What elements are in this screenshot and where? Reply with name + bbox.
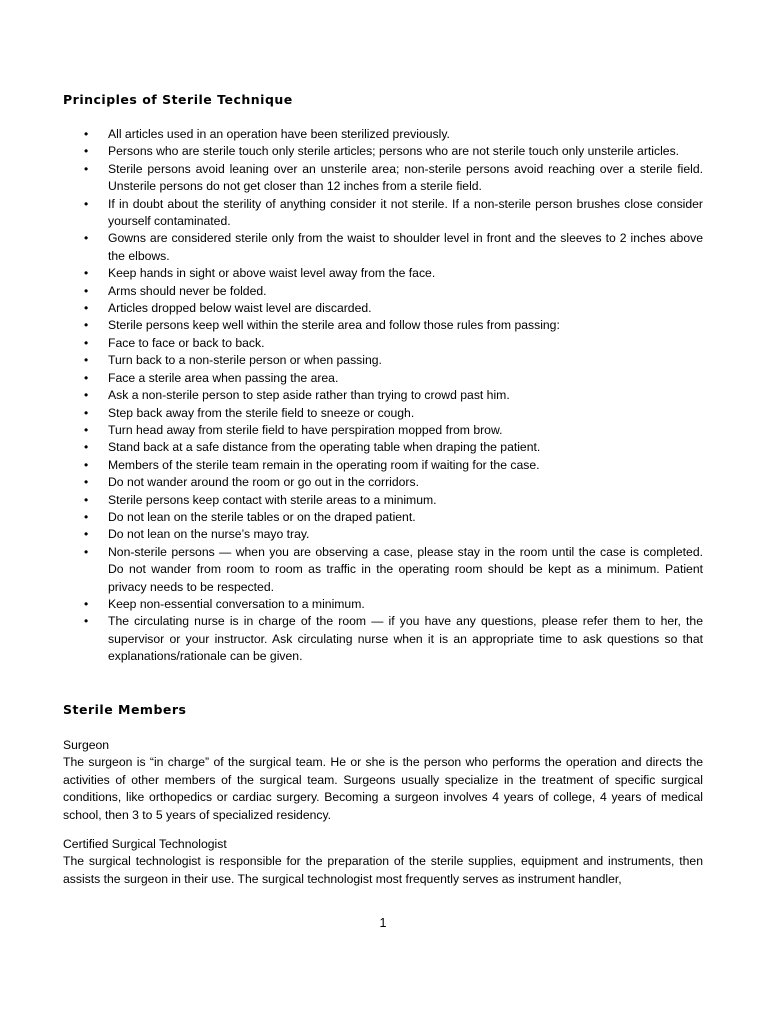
list-item xyxy=(63,596,703,613)
list-item xyxy=(63,405,703,422)
list-item xyxy=(63,161,703,196)
list-item-text: Do not lean on the nurse’s mayo tray. xyxy=(108,527,310,542)
bullet-icon: • xyxy=(84,144,89,159)
bullet-icon: • xyxy=(84,283,89,298)
bullet-icon: • xyxy=(84,196,89,211)
list-item xyxy=(63,196,703,231)
bullet-icon: • xyxy=(84,388,89,403)
surgical-technologist-section xyxy=(63,836,703,888)
principles-heading: Principles of Sterile Technique xyxy=(63,92,293,107)
list-item-text: Stand back at a safe distance from the operating table when draping the patient. xyxy=(108,440,541,455)
list-item-text: Gowns are considered sterile only from the waist to shoulder level in front and the sleeves to 2 inches above the elbows. xyxy=(108,231,703,263)
list-item-text: If in doubt about the sterility of anything consider it not sterile. If a non-sterile person brushes close consider yourself contaminated. xyxy=(108,196,703,229)
list-item xyxy=(63,335,703,352)
list-item xyxy=(63,492,703,509)
bullet-icon: • xyxy=(84,127,89,141)
list-item-text: Step back away from the sterile field to sneeze or cough. xyxy=(108,405,415,420)
list-item-text: Arms should never be folded. xyxy=(108,283,267,298)
bullet-icon: • xyxy=(84,596,89,611)
bullet-icon: • xyxy=(84,457,89,472)
list-item-text: Do not wander around the room or go out in the corridors. xyxy=(108,475,419,490)
list-item-text: All articles used in an operation have been sterilized previously. xyxy=(108,127,450,141)
list-item xyxy=(63,283,703,300)
page-number: 1 xyxy=(379,916,387,930)
bullet-icon: • xyxy=(84,266,89,281)
bullet-icon: • xyxy=(84,614,89,629)
list-item-text: Sterile persons keep contact with sterile areas to a minimum. xyxy=(108,492,437,507)
bullet-icon: • xyxy=(84,318,89,333)
list-item xyxy=(63,422,703,439)
bullet-icon: • xyxy=(84,370,89,385)
surgical-technologist-title: Certified Surgical Technologist xyxy=(63,837,227,851)
list-item xyxy=(63,300,703,317)
list-item-text: Keep non-essential conversation to a minimum. xyxy=(108,596,365,611)
list-item-text: Turn head away from sterile field to have perspiration mopped from brow. xyxy=(108,422,503,437)
list-item-text: Non-sterile persons — when you are observing a case, please stay in the room until the case is completed. Do not wander from room to room as traffic in the operating room should be kept as a minimum. Patient privacy needs to be respected. xyxy=(108,544,703,594)
bullet-icon: • xyxy=(84,492,89,507)
list-item-text: Sterile persons avoid leaning over an unsterile area; non-sterile persons avoid reaching over a sterile field. Unsterile persons do not get closer than 12 inches from a sterile field. xyxy=(108,161,703,194)
list-item xyxy=(63,474,703,491)
list-item xyxy=(63,526,703,543)
list-item-text: Turn back to a non-sterile person or when passing. xyxy=(108,353,382,368)
surgeon-section xyxy=(63,737,703,824)
list-item-text: Members of the sterile team remain in the operating room if waiting for the case. xyxy=(108,457,540,472)
document-page xyxy=(63,0,703,1024)
list-item-text: Articles dropped below waist level are discarded. xyxy=(108,301,372,316)
list-item xyxy=(63,143,703,160)
list-item-text: Ask a non-sterile person to step aside rather than trying to crowd past him. xyxy=(108,388,510,403)
list-item xyxy=(63,265,703,282)
list-item xyxy=(63,126,703,143)
bullet-icon: • xyxy=(84,422,89,437)
surgeon-description: The surgeon is “in charge” of the surgical team. He or she is the person who performs the operation and directs the activities of other members of the surgical team. Surgeons usually specialize in the treatment of specific surgical conditions, like orthopedics or cardiac surgery. Becoming a surgeon involves 4 years of college, 4 years of medical school, then 3 to 5 years of specialized residency. xyxy=(63,755,703,822)
list-item-text: The circulating nurse is in charge of the room — if you have any questions, please refer them to her, the supervisor or your instructor. Ask circulating nurse when it is an appropriate time to ask questions so that explanations/rationale can be given. xyxy=(108,614,703,664)
bullet-icon: • xyxy=(84,440,89,455)
bullet-icon: • xyxy=(84,301,89,316)
list-item xyxy=(63,352,703,369)
list-item xyxy=(63,613,703,665)
list-item xyxy=(63,439,703,456)
surgeon-title: Surgeon xyxy=(63,738,110,752)
list-item xyxy=(63,230,703,265)
list-item-text: Face a sterile area when passing the area. xyxy=(108,370,339,385)
list-item-text: Sterile persons keep well within the sterile area and follow those rules from passing: xyxy=(108,318,560,333)
list-item xyxy=(63,317,703,334)
list-item xyxy=(63,509,703,526)
list-item-text: Face to face or back to back. xyxy=(108,335,265,350)
principles-list xyxy=(63,126,703,666)
bullet-icon: • xyxy=(84,335,89,350)
bullet-icon: • xyxy=(84,544,89,559)
list-item xyxy=(63,457,703,474)
list-item-text: Persons who are sterile touch only sterile articles; persons who are not sterile touch only unsterile articles. xyxy=(108,144,680,159)
list-item-text: Do not lean on the sterile tables or on the draped patient. xyxy=(108,509,416,524)
list-item xyxy=(63,370,703,387)
list-item xyxy=(63,387,703,404)
bullet-icon: • xyxy=(84,231,89,246)
bullet-icon: • xyxy=(84,353,89,368)
bullet-icon: • xyxy=(84,161,89,176)
bullet-icon: • xyxy=(84,475,89,490)
list-item xyxy=(63,544,703,596)
list-item-text: Keep hands in sight or above waist level away from the face. xyxy=(108,266,436,281)
surgical-technologist-description: The surgical technologist is responsible for the preparation of the sterile supplies, equipment and instruments, then assists the surgeon in their use. The surgical technologist most frequently serves as instrument handler, xyxy=(63,854,703,886)
bullet-icon: • xyxy=(84,405,89,420)
sterile-members-heading: Sterile Members xyxy=(63,702,187,717)
bullet-icon: • xyxy=(84,527,89,542)
bullet-icon: • xyxy=(84,509,89,524)
